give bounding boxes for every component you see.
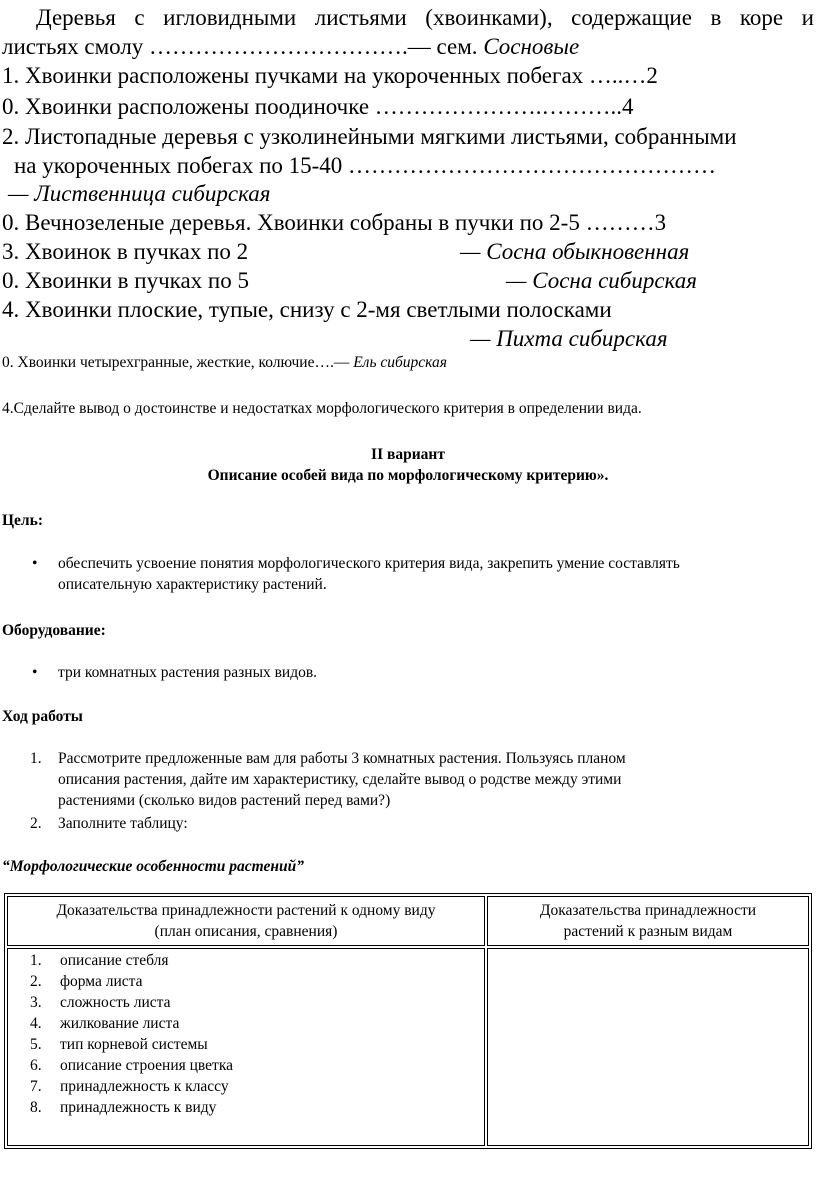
list-item: 3. сложность листа xyxy=(30,994,171,1011)
equipment-heading: Оборудование: xyxy=(2,622,106,639)
variant-title: II вариант xyxy=(371,446,445,463)
equipment-item: • три комнатных растения разных видов. xyxy=(58,662,317,683)
key-answer-siberian-pine xyxy=(506,267,697,295)
key-step-2-cont: на укороченных побегах по 15-40 ………………………………………… xyxy=(14,153,717,178)
procedure-step-1-line-3: растениями (сколько видов растений перед вами?) xyxy=(58,792,391,809)
procedure-step-1 xyxy=(30,748,626,811)
procedure-step-1-line-2: описания растения, дайте им характеристику, сделайте вывод о родстве между этими xyxy=(58,771,622,788)
key-family-name: Сосновые xyxy=(483,34,580,59)
key-answer-fir-text: — Пихта сибирская xyxy=(470,326,668,351)
key-answer-pine xyxy=(460,238,689,266)
table-header-different-species-l2: растений к разным видам xyxy=(563,923,733,940)
table-header-same-species-l2: (план описания, сравнения) xyxy=(154,923,338,940)
procedure-step-2-text: Заполните таблицу: xyxy=(58,815,188,832)
list-item: 2. форма листа xyxy=(30,973,143,990)
list-item-text: принадлежность к виду xyxy=(60,1099,217,1116)
list-item: 6. описание строения цветка xyxy=(30,1057,233,1074)
key-answer-spruce: Ель сибирская xyxy=(353,354,447,371)
list-item-text: описание стебля xyxy=(60,952,169,969)
key-step-0b: 0. Вечнозеленые деревья. Хвоинки собраны в пучки по 2-5 ………3 xyxy=(2,210,667,235)
key-step-0c: 0. Хвоинки в пучках по 5 xyxy=(2,268,249,293)
list-item: 5. тип корневой системы xyxy=(30,1036,208,1053)
procedure-step-1-line-1: Рассмотрите предложенные вам для работы 3 комнатных растения. Пользуясь планом xyxy=(58,750,626,767)
key-step-0a: 0. Хвоинки расположены поодиночке ………………….………..4 xyxy=(2,94,634,119)
table-header-different-species xyxy=(487,896,809,946)
key-answer-siberian-pine-text: — Сосна сибирская xyxy=(506,268,697,293)
table-caption xyxy=(2,856,304,877)
table-header-same-species-l1: Доказательства принадлежности растений к одному виду xyxy=(56,902,436,919)
key-step-0d-text: 0. Хвоинки четырехгранные, жесткие, колючие….— xyxy=(2,354,350,371)
key-step-3: 3. Хвоинок в пучках по 2 xyxy=(2,239,249,264)
key-line-2 xyxy=(2,33,579,61)
key-step-1: 1. Хвоинки расположены пучками на укороченных побегах …..…2 xyxy=(2,63,658,88)
list-item-text: принадлежность к классу xyxy=(60,1078,229,1095)
list-item-text: форма листа xyxy=(60,973,143,990)
table-cell-plan xyxy=(7,948,485,1146)
list-item: 1. описание стебля xyxy=(30,952,169,969)
key-step-2: 2. Листопадные деревья с узколинейными мягкими листьями, собранными xyxy=(2,124,737,149)
table-header-same-species xyxy=(7,896,485,946)
list-item: 7. принадлежность к классу xyxy=(30,1078,229,1095)
goal-item xyxy=(58,553,680,595)
table-caption-text: “Морфологические особенности растений” xyxy=(2,858,304,875)
list-item-text: тип корневой системы xyxy=(60,1036,208,1053)
key-step-4: 4. Хвоинки плоские, тупые, снизу с 2-мя светлыми полосками xyxy=(2,297,612,322)
list-item: 8. принадлежность к виду xyxy=(30,1099,217,1116)
key-answer-larch-text: — Лиственница сибирская xyxy=(8,181,271,206)
key-line-1: Деревья с игловидными листьями (хвоинками), содержащие в коре и xyxy=(36,5,814,30)
table-cell-different-species xyxy=(487,948,809,1146)
key-step-0d xyxy=(2,352,447,373)
goal-item-line-2: описательную характеристику растений. xyxy=(58,576,327,593)
task-4: 4.Сделайте вывод о достоинстве и недостатках морфологического критерия в определении вида. xyxy=(2,400,642,417)
list-item-text: сложность листа xyxy=(60,994,171,1011)
procedure-step-1-number: 1. xyxy=(30,750,42,767)
goal-item-line-1: • обеспечить усвоение понятия морфологического критерия вида, закрепить умение составлять xyxy=(58,555,680,572)
table-header-row xyxy=(7,896,809,946)
list-item: 4. жилкование листа xyxy=(30,1015,180,1032)
goal-heading: Цель: xyxy=(2,512,43,529)
key-answer-fir xyxy=(470,325,668,353)
key-answer-pine-text: — Сосна обыкновенная xyxy=(460,239,690,264)
procedure-step-2-number: 2. xyxy=(30,815,42,832)
key-answer-larch xyxy=(8,180,271,208)
table-header-different-species-l1: Доказательства принадлежности xyxy=(539,902,757,919)
morphology-table xyxy=(4,893,812,1149)
list-item-text: жилкование листа xyxy=(60,1015,180,1032)
variant-subtitle: Описание особей вида по морфологическому критерию». xyxy=(207,467,609,484)
list-item-text: описание строения цветка xyxy=(60,1057,233,1074)
table-body-row xyxy=(7,948,809,1146)
procedure-heading: Ход работы xyxy=(2,708,83,725)
procedure-step-2 xyxy=(30,813,188,834)
key-line-2-text: листьях смолу …………………………….— сем. xyxy=(2,34,478,59)
